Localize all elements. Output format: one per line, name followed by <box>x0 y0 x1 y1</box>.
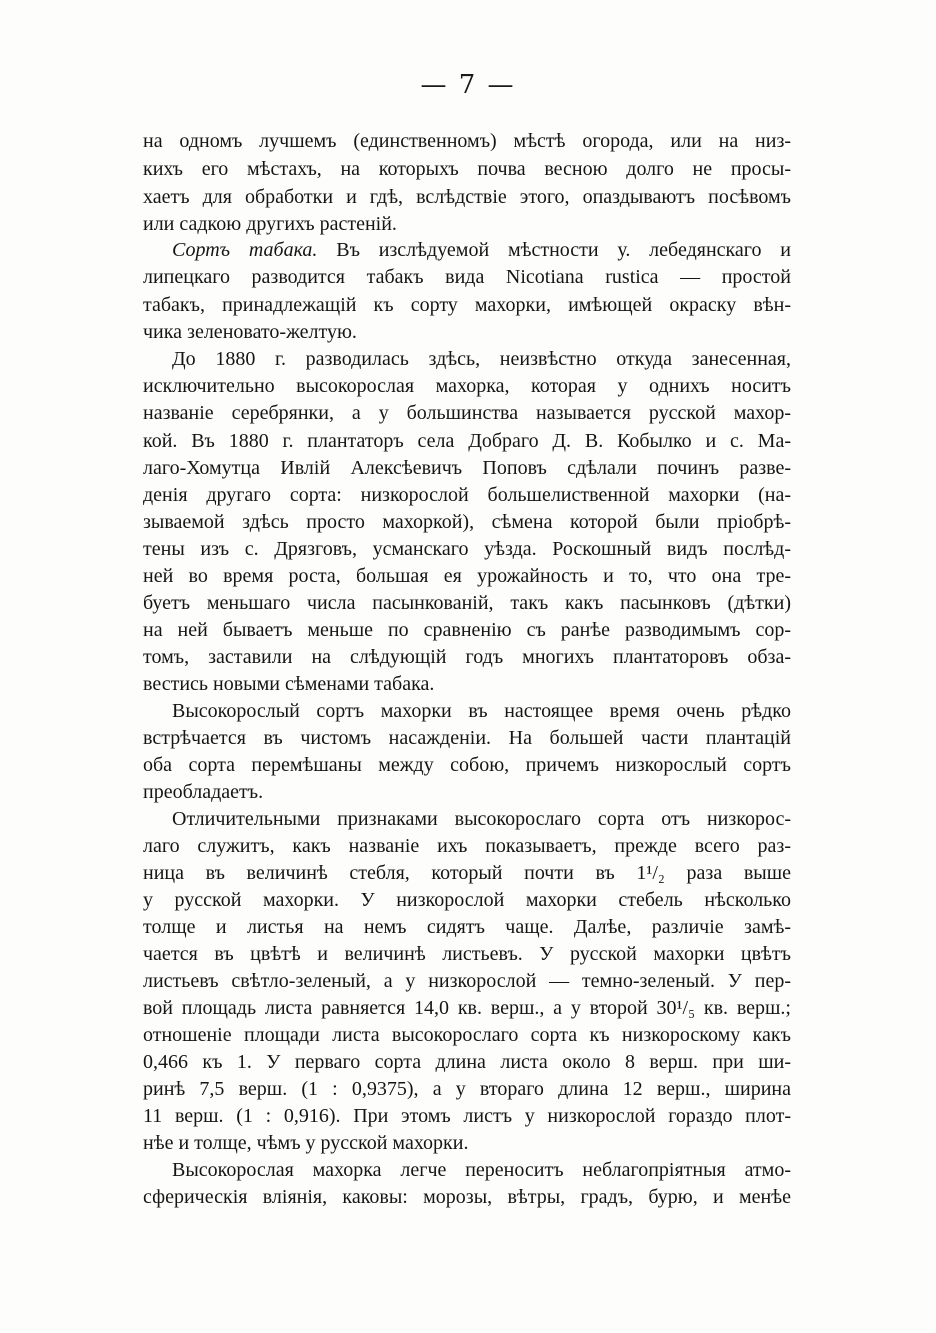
text-line: толще и листья на немъ сидятъ чаще. Далѣе, различіе замѣ- <box>143 916 791 938</box>
text-line: чается въ цвѣтѣ и величинѣ листьевъ. У русской махорки цвѣтъ <box>143 943 791 965</box>
text-line: отношеніе площади листа высокорослаго сорта къ низкороскому какъ <box>143 1024 791 1046</box>
text-line: названіе серебрянки, а у большинства называется русской махор- <box>143 402 791 424</box>
text-line: буетъ меньшаго числа пасынкованій, такъ какъ пасынковъ (дѣтки) <box>143 592 791 614</box>
text-line: сферическія вліянія, каковы: морозы, вѣтры, градъ, бурю, и менѣе <box>143 1186 791 1208</box>
text-line: томъ, заставили на слѣдующій годъ многихъ плантаторовъ обза- <box>143 646 791 668</box>
text-line: табакъ, принадлежащій къ сорту махорки, имѣющей окраску вѣн- <box>143 294 791 316</box>
text-line: вой площадь листа равняется 14,0 кв. верш., а у второй 30¹/₅ кв. верш.; <box>143 997 791 1019</box>
text-line: липецкаго разводится табакъ вида Nicotiana rustica — простой <box>143 266 791 288</box>
text-line: встрѣчается въ чистомъ насажденіи. На большей части плантацій <box>143 727 791 749</box>
text-line: преобладаетъ. <box>143 781 264 803</box>
text-line: Отличительными признаками высокорослаго сорта отъ низкорос- <box>172 808 791 830</box>
text-line: у русской махорки. У низкорослой махорки стебель нѣсколько <box>143 889 791 911</box>
section-heading-line <box>172 237 791 264</box>
text-line: денія другаго сорта: низкорослой большелиственной махорки (на- <box>143 484 791 506</box>
text-line: или садкою другихъ растеній. <box>143 213 397 235</box>
page-number: — 7 — <box>420 70 516 100</box>
text-line: 11 верш. (1 : 0,916). При этомъ листъ у низкорослой гораздо плот- <box>143 1105 791 1127</box>
text-line: Высокорослый сортъ махорки въ настоящее время очень рѣдко <box>172 700 791 722</box>
text-line: листьевъ свѣтло-зеленый, а у низкорослой — темно-зеленый. У пер- <box>143 970 791 992</box>
text-line: До 1880 г. разводилась здѣсь, неизвѣстно откуда занесенная, <box>172 348 791 370</box>
text-line: Высокорослая махорка легче переноситъ неблагопріятныя атмо- <box>172 1159 791 1181</box>
text-line: вестись новыми сѣменами табака. <box>143 673 435 695</box>
text-line: лаго служитъ, какъ названіе ихъ показываетъ, прежде всего раз- <box>143 835 791 857</box>
text-line: чика зеленовато-желтую. <box>143 321 357 343</box>
text-line: нѣе и толще, чѣмъ у русской махорки. <box>143 1132 469 1154</box>
text-line: на одномъ лучшемъ (единственномъ) мѣстѣ огорода, или на низ- <box>143 130 791 152</box>
section-title: Сортъ табака. <box>172 239 318 261</box>
text-line: кой. Въ 1880 г. плантаторъ села Добраго Д. В. Кобылко и с. Ма- <box>143 430 791 452</box>
text-line: хаетъ для обработки и гдѣ, вслѣдствіе этого, опаздываютъ посѣвомъ <box>143 186 791 208</box>
text-line: на ней бываетъ меньше по сравненію съ ранѣе разводимымъ сор- <box>143 619 791 641</box>
text-line: тены изъ с. Дрязговъ, усманскаго уѣзда. Роскошный видъ послѣд- <box>143 538 791 560</box>
text-line: ней во время роста, большая ея урожайность и то, что она тре- <box>143 565 791 587</box>
text-line: зываемой здѣсь просто махоркой), сѣмена которой были пріобрѣ- <box>143 511 791 533</box>
text-line: ница въ величинѣ стебля, который почти въ 1¹/₂ раза выше <box>143 862 791 884</box>
text-line: 0,466 къ 1. У перваго сорта длина листа около 8 верш. при ши- <box>143 1051 791 1073</box>
text-line: ринѣ 7,5 верш. (1 : 0,9375), а у втораго длина 12 верш., ширина <box>143 1078 791 1100</box>
text-line: кихъ его мѣстахъ, на которыхъ почва весною долго не просы- <box>143 158 791 180</box>
text-line: оба сорта перемѣшаны между собою, причемъ низкорослый сортъ <box>143 754 791 776</box>
text-line: лаго-Хомутца Ивлій Алексѣевичъ Поповъ сдѣлали починъ разве- <box>143 457 791 479</box>
text-line: исключительно высокорослая махорка, которая у однихъ носитъ <box>143 375 791 397</box>
text-fragment: Въ изслѣдуемой мѣстности у. лебедянскаго и <box>317 239 792 261</box>
